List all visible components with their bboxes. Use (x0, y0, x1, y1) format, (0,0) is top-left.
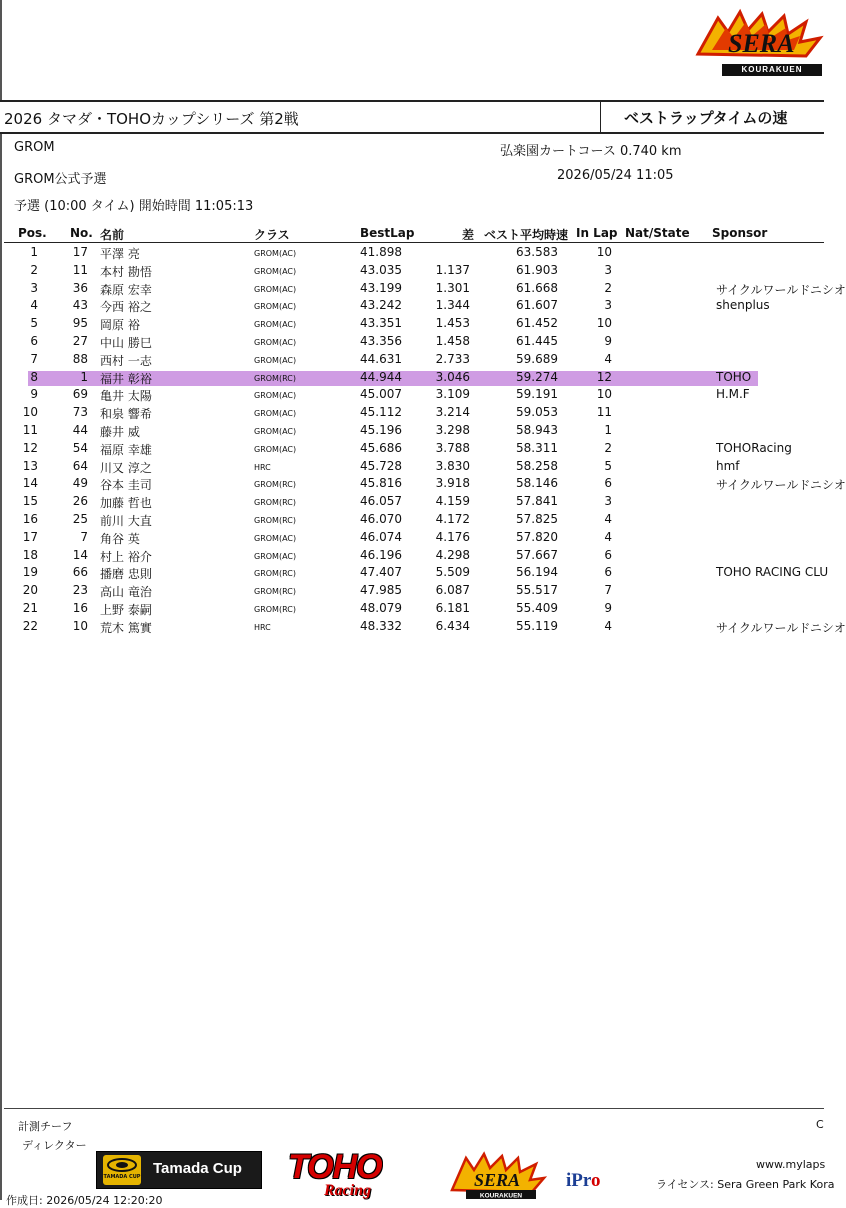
cell-name: 播磨 忠則 (100, 567, 152, 582)
table-row (0, 601, 824, 619)
flame-icon (446, 1150, 546, 1200)
cell-pos: 5 (30, 316, 38, 331)
cell-inlap: 4 (604, 512, 612, 526)
cell-name: 加藤 哲也 (100, 496, 152, 511)
toho-racing-logo (288, 1148, 428, 1200)
cell-speed: 56.194 (516, 565, 558, 580)
cell-name: 村上 裕介 (100, 549, 152, 564)
cell-bestlap: 43.199 (360, 280, 402, 295)
cell-bestlap: 45.196 (360, 423, 402, 437)
cell-diff: 1.137 (435, 262, 470, 277)
cell-inlap: 4 (604, 618, 612, 633)
cell-no: 43 (72, 298, 88, 313)
table-row (0, 423, 824, 441)
cell-diff: 6.087 (435, 583, 470, 598)
cell-inlap: 11 (596, 405, 612, 420)
cell-inlap: 1 (604, 423, 612, 437)
website-text: www.mylaps (756, 1158, 826, 1171)
cell-diff: 3.046 (435, 369, 470, 384)
cell-no: 1 (80, 369, 88, 384)
cell-no: 88 (72, 351, 88, 366)
cell-diff: 3.298 (435, 423, 470, 437)
cell-sponsor: TOHORacing (716, 440, 792, 455)
table-row (0, 530, 824, 548)
cell-diff: 3.109 (435, 387, 470, 402)
footer-logo-subtitle: KOURAKUEN (479, 1192, 523, 1200)
cell-pos: 13 (22, 458, 38, 473)
cell-no: 64 (72, 458, 88, 473)
cell-speed: 59.053 (516, 405, 558, 420)
cell-inlap: 3 (604, 262, 612, 277)
cell-class: GROM(AC) (254, 533, 297, 543)
cell-bestlap: 43.035 (360, 262, 402, 277)
table-row (0, 494, 824, 512)
cell-name: 平澤 亮 (100, 247, 140, 261)
table-row (0, 583, 824, 601)
table-row (0, 334, 824, 352)
header-underline (4, 242, 824, 243)
cell-inlap: 7 (604, 583, 612, 598)
cell-name: 谷本 圭司 (100, 478, 152, 493)
footer-edge-char: C (816, 1118, 824, 1131)
cell-diff: 4.172 (435, 512, 470, 526)
cell-class: GROM(AC) (254, 320, 297, 330)
header-class: クラス (254, 228, 290, 242)
cell-class: GROM(RC) (254, 587, 296, 597)
cell-speed: 55.119 (516, 618, 558, 633)
tamada-badge-text: TAMADA CUP (103, 1174, 141, 1180)
cell-class: GROM(RC) (254, 516, 296, 525)
header-nat: Nat/State (625, 226, 690, 240)
cell-speed: 58.943 (516, 423, 558, 437)
cell-class: GROM(AC) (254, 249, 297, 258)
cell-class: GROM(RC) (254, 498, 296, 508)
tamada-cup-logo (96, 1151, 262, 1189)
cell-diff: 6.181 (435, 601, 470, 615)
cell-no: 95 (72, 316, 88, 331)
table-row (0, 280, 846, 299)
cell-no: 54 (72, 440, 88, 455)
cell-name: 中山 勝巳 (100, 336, 152, 350)
cell-pos: 11 (22, 423, 38, 437)
cell-no: 49 (72, 476, 88, 491)
cell-diff: 1.301 (435, 280, 470, 295)
cell-inlap: 10 (596, 387, 612, 402)
sera-kourakuen-logo (688, 8, 824, 78)
cell-no: 25 (72, 512, 88, 526)
cell-name: 和泉 響希 (100, 407, 152, 422)
logo-text: SERA (728, 29, 795, 58)
cell-sponsor: hmf (716, 458, 740, 473)
cell-pos: 6 (30, 334, 38, 348)
cell-bestlap: 43.242 (360, 298, 402, 313)
class-name: GROM (14, 140, 55, 155)
cell-sponsor: TOHO (716, 369, 752, 384)
table-row (0, 352, 824, 370)
cell-inlap: 6 (604, 547, 612, 562)
cell-pos: 1 (30, 245, 38, 259)
header-speed: ベスト平均時速 (484, 228, 569, 242)
course-info: 弘楽園カートコース 0.740 km (500, 144, 682, 159)
cell-inlap: 3 (604, 298, 612, 313)
created-date: 作成日: 2026/05/24 12:20:20 (6, 1194, 163, 1207)
racing-text: Racing (324, 1182, 372, 1199)
cell-class: GROM(AC) (254, 409, 297, 419)
cell-name: 上野 泰嗣 (100, 603, 152, 617)
cell-inlap: 10 (596, 316, 612, 331)
cell-pos: 22 (22, 618, 38, 633)
cell-speed: 61.445 (516, 334, 558, 348)
cell-name: 今西 裕之 (100, 300, 152, 315)
cell-no: 26 (72, 494, 88, 509)
header-name: 名前 (100, 228, 125, 242)
cell-no: 69 (72, 387, 88, 402)
cell-sponsor: サイクルワールドニシオ (716, 282, 846, 297)
cell-pos: 15 (22, 494, 38, 509)
cell-speed: 61.668 (516, 280, 558, 295)
cell-inlap: 10 (596, 245, 612, 259)
table-row (0, 512, 824, 530)
cell-bestlap: 46.074 (360, 529, 402, 544)
cell-bestlap: 48.079 (360, 601, 402, 615)
cell-speed: 59.689 (516, 351, 558, 366)
table-row (0, 618, 846, 637)
cell-speed: 61.452 (516, 316, 558, 331)
cell-bestlap: 45.686 (360, 440, 402, 455)
cell-bestlap: 44.944 (360, 369, 402, 384)
cell-inlap: 6 (604, 565, 612, 580)
cell-inlap: 4 (604, 529, 612, 544)
cell-bestlap: 44.631 (360, 351, 402, 366)
header-diff: 差 (462, 228, 475, 242)
logo-subtitle: KOURAKUEN (722, 64, 822, 76)
cell-class: HRC (254, 622, 271, 632)
cell-sponsor: サイクルワールドニシオ (716, 620, 846, 635)
cell-speed: 61.607 (516, 298, 558, 313)
ipro-text: iPr (566, 1170, 591, 1191)
cell-bestlap: 43.356 (360, 334, 402, 348)
cell-pos: 3 (30, 280, 38, 295)
cell-no: 14 (72, 547, 88, 562)
cell-class: GROM(AC) (254, 444, 297, 454)
director-label: ディレクター (22, 1139, 87, 1152)
cell-class: GROM(AC) (254, 302, 297, 312)
cell-no: 23 (72, 583, 88, 598)
ipro-logo (566, 1170, 600, 1192)
cell-sponsor: H.M.F (716, 387, 750, 402)
cell-speed: 57.820 (516, 529, 558, 544)
cell-pos: 19 (22, 565, 38, 580)
cell-no: 44 (72, 423, 88, 437)
header-bestlap: BestLap (360, 226, 415, 240)
session-datetime: 2026/05/24 11:05 (557, 168, 674, 183)
cell-no: 16 (72, 601, 88, 615)
cell-pos: 7 (30, 351, 38, 366)
table-row (0, 316, 824, 334)
cell-name: 亀井 太陽 (100, 389, 152, 404)
cell-pos: 8 (30, 369, 38, 384)
cell-class: GROM(AC) (254, 551, 297, 561)
cell-name: 森原 宏幸 (100, 282, 152, 297)
cell-diff: 5.509 (435, 565, 470, 580)
cell-name: 藤井 威 (100, 425, 140, 439)
timing-chief-label: 計測チーフ (18, 1120, 73, 1133)
cell-inlap: 9 (604, 334, 612, 348)
cell-name: 岡原 裕 (100, 318, 140, 333)
table-row (0, 548, 824, 566)
cell-class: GROM(RC) (254, 605, 296, 614)
header-sponsor: Sponsor (712, 226, 768, 240)
cell-name: 前川 大直 (100, 514, 152, 528)
cell-bestlap: 46.070 (360, 512, 402, 526)
cell-bestlap: 47.407 (360, 565, 402, 580)
cell-name: 福井 彰裕 (100, 371, 152, 386)
cell-inlap: 2 (604, 440, 612, 455)
cell-inlap: 12 (596, 369, 612, 384)
table-row (0, 565, 829, 583)
cell-inlap: 4 (604, 351, 612, 366)
cell-diff: 3.214 (435, 405, 470, 420)
cell-diff: 1.344 (435, 298, 470, 313)
cell-class: GROM(AC) (254, 355, 297, 365)
cell-pos: 12 (22, 440, 38, 455)
header-inlap: In Lap (576, 226, 618, 240)
cell-speed: 55.517 (516, 583, 558, 598)
cell-diff: 4.298 (435, 547, 470, 562)
cell-pos: 18 (22, 547, 38, 562)
cell-class: GROM(AC) (254, 427, 297, 436)
cell-pos: 17 (22, 529, 38, 544)
cell-class: GROM(AC) (254, 338, 297, 347)
cell-speed: 55.409 (516, 601, 558, 615)
cell-diff: 3.918 (435, 476, 470, 491)
cell-speed: 58.311 (516, 440, 558, 455)
sera-footer-logo (446, 1150, 546, 1200)
cell-diff: 3.830 (435, 458, 470, 473)
cell-diff: 6.434 (435, 618, 470, 633)
cell-class: GROM(RC) (254, 480, 296, 490)
tamada-emblem-icon (103, 1155, 141, 1173)
table-row (0, 441, 824, 459)
cell-sponsor: TOHO RACING CLU (716, 565, 829, 580)
cell-class: HRC (254, 462, 271, 472)
cell-no: 36 (72, 280, 88, 295)
ipro-o-text: o (590, 1170, 601, 1191)
tamada-badge (103, 1155, 141, 1185)
cell-diff: 2.733 (435, 351, 470, 366)
cell-pos: 9 (30, 387, 38, 402)
cell-speed: 59.191 (516, 387, 558, 402)
table-row (0, 263, 824, 281)
session-detail: 予選 (10:00 タイム) 開始時間 11:05:13 (14, 199, 254, 214)
cell-bestlap: 45.728 (360, 458, 402, 473)
cell-speed: 63.583 (516, 245, 558, 259)
cell-name: 西村 一志 (100, 353, 152, 368)
cell-pos: 10 (22, 405, 38, 420)
cell-speed: 59.274 (516, 369, 558, 384)
series-title: 2026 タマダ・TOHOカップシリーズ 第2戦 (4, 110, 299, 128)
cell-name: 荒木 篤實 (100, 620, 152, 635)
cell-no: 73 (72, 405, 88, 420)
cell-sponsor: サイクルワールドニシオ (716, 478, 846, 493)
cell-class: GROM(AC) (254, 391, 297, 401)
cell-speed: 57.667 (516, 547, 558, 562)
session-name: GROM公式予選 (14, 172, 107, 187)
cell-speed: 57.825 (516, 512, 558, 526)
table-row (0, 245, 824, 263)
cell-diff: 1.453 (435, 316, 470, 331)
cell-speed: 61.903 (516, 262, 558, 277)
flame-icon (688, 8, 824, 66)
report-title: ベストラップタイムの速 (624, 109, 788, 127)
cell-class: GROM(AC) (254, 284, 297, 294)
cell-bestlap: 45.112 (360, 405, 402, 420)
cell-diff: 1.458 (435, 334, 470, 348)
title-divider (600, 102, 601, 132)
cell-no: 11 (72, 262, 88, 277)
table-row (0, 405, 824, 423)
header-no: No. (70, 226, 93, 240)
cell-name: 川又 淳之 (100, 460, 152, 475)
cell-diff: 4.176 (435, 529, 470, 544)
cell-diff: 4.159 (435, 494, 470, 509)
table-header (0, 226, 824, 242)
cell-speed: 58.258 (516, 458, 558, 473)
cell-bestlap: 41.898 (360, 245, 402, 259)
cell-pos: 20 (22, 583, 38, 598)
cell-class: GROM(AC) (254, 266, 297, 276)
table-row (0, 387, 824, 405)
table-row (0, 298, 824, 316)
tamada-cup-text: Tamada Cup (153, 1160, 242, 1177)
cell-bestlap: 43.351 (360, 316, 402, 331)
cell-class: GROM(RC) (254, 373, 296, 383)
cell-pos: 2 (30, 262, 38, 277)
table-row (0, 459, 824, 477)
cell-bestlap: 47.985 (360, 583, 402, 598)
footer-divider (4, 1108, 824, 1109)
cell-inlap: 6 (604, 476, 612, 491)
license-text: ライセンス: Sera Green Park Kora (656, 1178, 835, 1191)
cell-diff: 3.788 (435, 440, 470, 455)
header-pos: Pos. (18, 226, 47, 240)
cell-pos: 14 (22, 476, 38, 491)
cell-no: 17 (72, 245, 88, 259)
cell-name: 福原 幸雄 (100, 442, 152, 457)
cell-speed: 57.841 (516, 494, 558, 509)
cell-name: 本村 勘悟 (100, 264, 152, 279)
cell-no: 10 (72, 618, 88, 633)
cell-bestlap: 46.196 (360, 547, 402, 562)
cell-bestlap: 46.057 (360, 494, 402, 509)
cell-sponsor: shenplus (716, 298, 770, 313)
toho-text: TOHO (288, 1148, 382, 1186)
cell-pos: 16 (22, 512, 38, 526)
cell-bestlap: 48.332 (360, 618, 402, 633)
footer-logo-text: SERA (474, 1170, 521, 1190)
table-row (0, 476, 846, 494)
cell-class: GROM(RC) (254, 569, 296, 579)
cell-inlap: 3 (604, 494, 612, 509)
cell-pos: 21 (22, 601, 38, 615)
title-bar (0, 100, 824, 134)
cell-no: 66 (72, 565, 88, 580)
cell-bestlap: 45.007 (360, 387, 402, 402)
cell-no: 7 (80, 529, 88, 544)
cell-name: 角谷 英 (100, 531, 140, 546)
cell-bestlap: 45.816 (360, 476, 402, 491)
cell-pos: 4 (30, 298, 38, 313)
table-row (0, 370, 824, 388)
cell-inlap: 9 (604, 601, 612, 615)
cell-inlap: 5 (604, 458, 612, 473)
cell-inlap: 2 (604, 280, 612, 295)
cell-speed: 58.146 (516, 476, 558, 491)
cell-no: 27 (72, 334, 88, 348)
cell-name: 高山 竜治 (100, 585, 152, 600)
